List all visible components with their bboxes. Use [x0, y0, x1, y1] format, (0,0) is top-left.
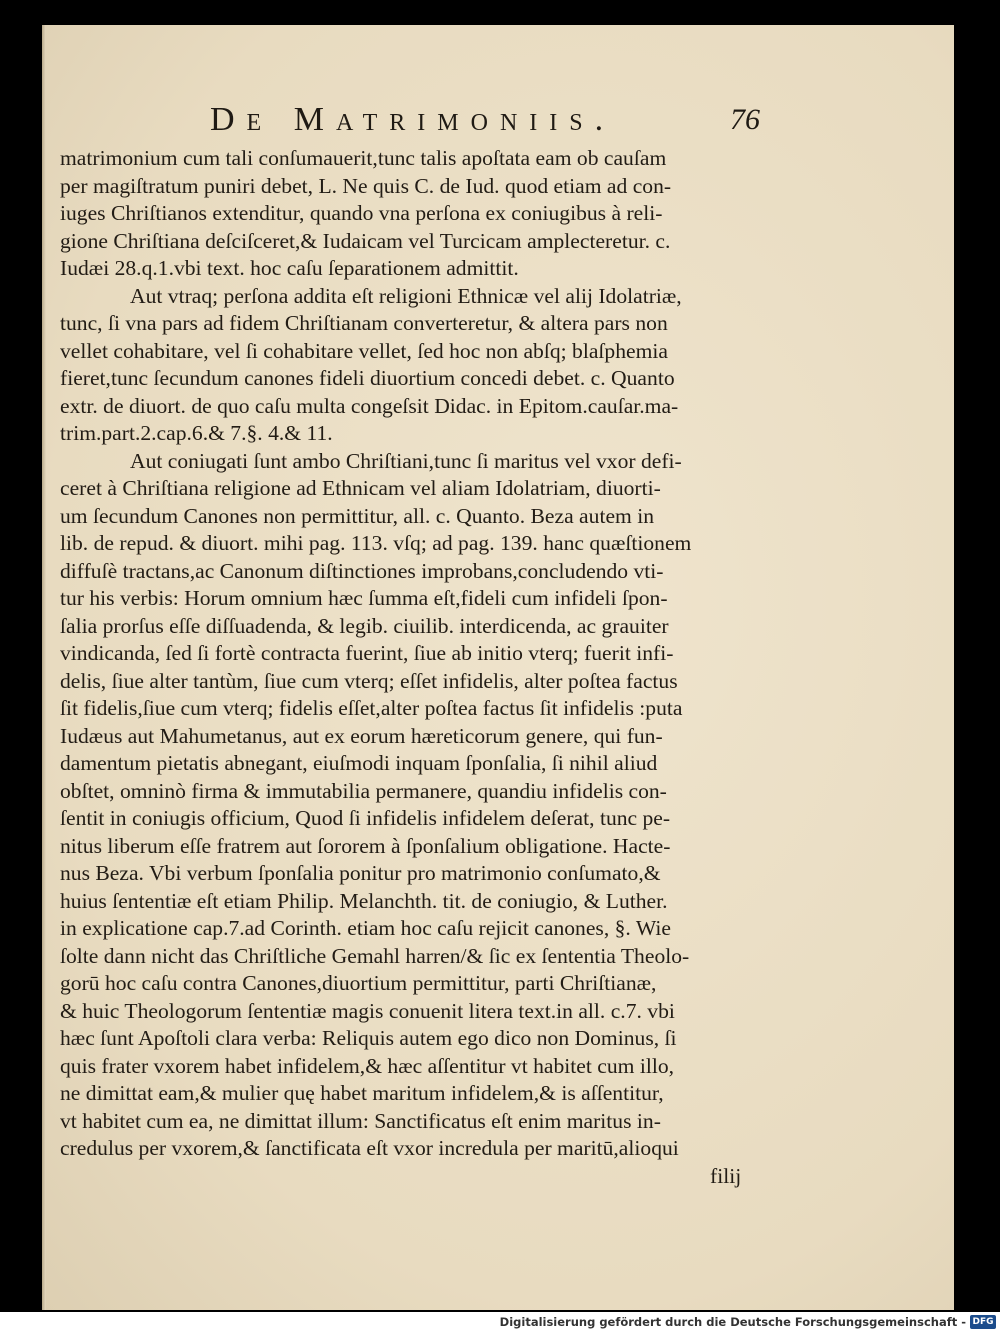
text-line: extr. de diuort. de quo caſu multa congeſsit Didac. in Epitom.cauſar.ma-	[60, 393, 679, 418]
dfg-logo-icon: DFG	[970, 1315, 996, 1329]
text-line: vellet cohabitare, vel ſi cohabitare vellet, ſed hoc non abſq; blaſphemia	[60, 338, 668, 363]
text-line: Iudæus aut Mahumetanus, aut ex eorum hæreticorum genere, qui fun-	[60, 723, 663, 748]
text-line: gorū hoc caſu contra Canones,diuortium permittitur, parti Chriſtianæ,	[60, 971, 657, 995]
text-line: ſalia prorſus eſſe diſſuadenda, & legib. ciuilib. interdicenda, ac grauiter	[60, 613, 669, 638]
text-line: credulus per vxorem,& ſanctificata eſt vxor incredula per maritū,alioqui	[60, 1136, 679, 1160]
text-line: vt habitet cum ea, ne dimittat illum: Sanctificatus eſt enim maritus in-	[60, 1108, 661, 1133]
text-line: quis frater vxorem habet infidelem,& hæc aſſentitur vt habitet cum illo,	[60, 1053, 675, 1078]
text-line: lib. de repud. & diuort. mihi pag. 113. vſq; ad pag. 139. hanc quæſtionem	[60, 531, 692, 555]
text-line: matrimonium cum tali conſumauerit,tunc talis apoſtata eam ob cauſam	[60, 146, 667, 170]
funding-credit: Digitalisierung gefördert durch die Deutsche Forschungsgemeinschaft -	[499, 1315, 966, 1329]
text-line: um ſecundum Canones non permittitur, all. c. Quanto. Beza autem in	[60, 503, 655, 528]
text-line: ceret à Chriſtiana religione ad Ethnicam vel aliam Idolatriam, diuorti-	[60, 476, 661, 500]
text-line: per magiſtratum puniri debet, L. Ne quis C. de Iud. quod etiam ad con-	[60, 173, 672, 198]
text-line: vindicanda, ſed ſi fortè contracta fuerint, ſiue ab initio vterq; fuerit infi-	[60, 641, 674, 665]
catchword: filij	[710, 1163, 742, 1188]
footer-bar	[0, 1312, 1000, 1335]
text-line: gione Chriſtiana deſciſceret,& Iudaicam vel Turcicam amplecteretur. c.	[60, 228, 671, 253]
text-line: Aut vtraq; perſona addita eſt religioni Ethnicæ vel alij Idolatriæ,	[130, 283, 682, 308]
text-line: iuges Chriſtianos extenditur, quando vna perſona ex coniugibus à reli-	[60, 201, 663, 225]
text-line: fieret,tunc ſecundum canones fideli diuortium concedi debet. c. Quanto	[60, 366, 675, 390]
text-line: trim.part.2.cap.6.& 7.§. 4.& 11.	[60, 421, 333, 445]
text-line: obſtet, omninò firma & immutabilia permanere, quandiu infidelis con-	[60, 778, 667, 803]
page-gutter-shadow	[42, 25, 46, 1310]
page-number: 76	[730, 103, 760, 136]
text-line: & huic Theologorum ſententiæ magis conuenit litera text.in all. c.7. vbi	[60, 998, 675, 1023]
text-line: tur his verbis: Horum omnium hæc ſumma eſt,fideli cum infideli ſpon-	[60, 586, 668, 610]
text-line: ſolte dann nicht das Chriſtliche Gemahl harren/& ſic ex ſententia Theolo-	[60, 943, 690, 968]
text-line: huius ſententiæ eſt etiam Philip. Melanchth. tit. de coniugio, & Luther.	[60, 888, 668, 913]
text-line: Aut coniugati ſunt ambo Chriſtiani,tunc ſi maritus vel vxor defi-	[130, 448, 682, 473]
text-line: ſentit in coniugis officium, Quod ſi infidelis infidelem deſerat, tunc pe-	[60, 806, 671, 830]
text-line: nus Beza. Vbi verbum ſponſalia ponitur pro matrimonio conſumato,&	[60, 861, 661, 885]
running-head: De Matrimoniis.	[210, 101, 616, 138]
text-line: nitus liberum eſſe fratrem aut ſororem à ſponſalium obligatione. Hacte-	[60, 833, 671, 858]
text-line: ne dimittat eam,& mulier quę habet maritum infidelem,& is aſſentitur,	[60, 1081, 664, 1105]
text-line: diffuſè tractans,ac Canonum diſtinctiones improbans,concludendo vti-	[60, 558, 664, 583]
body-text	[60, 145, 760, 1190]
text-line: ſit fidelis,ſiue cum vterq; fidelis eſſet,alter poſtea factus ſit infidelis :puta	[60, 696, 683, 720]
text-line: damentum pietatis abnegant, eiuſmodi inquam ſponſalia, ſi nihil aliud	[60, 751, 658, 775]
text-line: hæc ſunt Apoſtoli clara verba: Reliquis autem ego dico non Dominus, ſi	[60, 1026, 677, 1050]
text-line: Iudæi 28.q.1.vbi text. hoc caſu ſeparationem admittit.	[60, 256, 519, 280]
text-line: delis, ſiue alter tantùm, ſiue cum vterq; eſſet infidelis, alter poſtea factus	[60, 668, 678, 693]
text-line: in explicatione cap.7.ad Corinth. etiam hoc caſu rejicit canones, §. Wie	[60, 916, 671, 940]
text-line: tunc, ſi vna pars ad fidem Chriſtianam converteretur, & altera pars non	[60, 311, 668, 335]
